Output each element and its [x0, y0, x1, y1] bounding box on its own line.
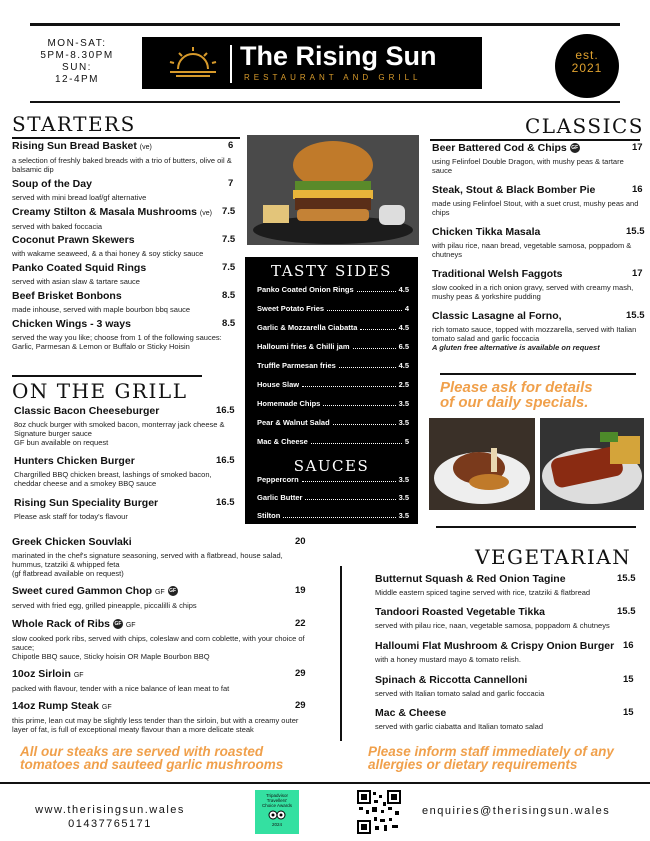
item-price: 17: [632, 142, 643, 153]
est-year: 2021: [571, 61, 603, 75]
item-price: 29: [295, 700, 306, 711]
badge-year: 2024: [271, 822, 282, 827]
gf-tag: GF: [101, 704, 112, 711]
item-name: Halloumi Flat Mushroom & Crispy Onion Burger: [375, 640, 615, 652]
sides-panel: [245, 257, 418, 524]
side-item: [257, 399, 409, 408]
item-desc-note: GF bun available on request: [14, 438, 109, 447]
item-price: 6: [228, 140, 234, 151]
phone-number[interactable]: 01437765171: [68, 818, 152, 830]
steak-note-line: All our steaks are served with roasted: [20, 744, 264, 759]
item-desc: Chargrilled BBQ chicken breast, lashings of smoked bacon, cheddar cheese and a smokey BBQ sauce: [14, 470, 212, 488]
item-desc: served with baked foccacia: [12, 222, 103, 231]
menu-item: [375, 707, 637, 731]
menu-item: [12, 178, 242, 202]
item-desc: Please ask staff for today's flavour: [14, 512, 128, 521]
menu-item: [375, 674, 637, 698]
gf-tag: GF: [154, 589, 165, 596]
hours-line: 12-4PM: [54, 74, 99, 85]
steak-note-line: tomatoes and sauteed garlic mushrooms: [20, 757, 284, 772]
item-name: Sweet cured Gammon Chop: [12, 585, 153, 597]
side-name: Homemade Chips: [257, 399, 321, 408]
email-link[interactable]: enquiries@therisingsun.wales: [422, 805, 611, 817]
grill-title: ON THE GRILL: [12, 379, 188, 403]
side-item: [257, 380, 409, 389]
leader-dots: [311, 437, 402, 444]
item-name: Whole Rack of Ribs: [12, 618, 111, 630]
item-price: 19: [295, 585, 306, 596]
starters-rule: [12, 137, 240, 139]
menu-item: [12, 618, 312, 661]
menu-item: [432, 184, 642, 217]
logo-subtitle: RESTAURANT AND GRILL: [244, 73, 422, 82]
sides-title: TASTY SIDES: [271, 262, 392, 280]
menu-item: [12, 206, 242, 231]
badge-line: Choice Awards: [262, 803, 292, 808]
item-desc: served with garlic ciabatta and Italian tomato salad: [375, 722, 544, 731]
item-price: 29: [295, 668, 306, 679]
item-price: 7.5: [222, 262, 236, 273]
sauce-item: [257, 493, 409, 502]
header-rule: [30, 101, 620, 103]
menu-item: [12, 668, 312, 693]
menu-item: [12, 140, 242, 174]
item-name: Chicken Tikka Masala: [432, 226, 541, 238]
menu-item: [432, 310, 645, 352]
item-name: Classic Lasagne al Forno,: [432, 310, 562, 322]
item-price: 15.5: [617, 606, 636, 617]
footer-contact: [25, 803, 195, 831]
leader-dots: [360, 323, 395, 330]
item-name: Panko Coated Squid Rings: [12, 262, 147, 274]
item-name: Soup of the Day: [12, 178, 92, 190]
side-name: House Slaw: [257, 380, 300, 389]
vegan-mark: (ve): [139, 144, 152, 151]
item-desc: rich tomato sauce, topped with mozzarella, served with Italian tomato salad and garlic foccacia: [432, 325, 637, 343]
est-badge: [555, 34, 619, 98]
menu-item: [12, 585, 312, 610]
item-desc: using Felinfoel Double Dragon, with mushy peas & tartare sauce: [432, 157, 624, 175]
item-desc: slow cooked pork ribs, served with chips, coleslaw and corn coblette, with your choice of sauce;: [12, 634, 305, 652]
side-price: 4: [404, 304, 409, 313]
item-desc: served with mini bread loaf/gf alternative: [12, 193, 147, 202]
ribs-image: [540, 418, 644, 510]
menu-item: [14, 497, 236, 521]
item-desc: Middle eastern spiced tagine served with rice, tzatziki & flatbread: [375, 588, 591, 597]
side-price: 5: [404, 437, 409, 446]
menu-item: [432, 268, 642, 301]
side-name: Truffle Parmesan fries: [257, 361, 336, 370]
vegetarian-title: VEGETARIAN: [475, 545, 632, 569]
item-desc: served with pilau rice, naan, vegetable samosa, poppadom & chutneys: [375, 621, 610, 630]
sauce-name: Garlic Butter: [257, 493, 303, 502]
specials-note-line: Please ask for details: [440, 379, 593, 396]
item-name: Rising Sun Speciality Burger: [14, 497, 159, 509]
item-price: 8.5: [222, 290, 236, 301]
item-name: Mac & Cheese: [375, 707, 447, 719]
side-name: Garlic & Mozzarella Ciabatta: [257, 323, 358, 332]
leader-dots: [323, 399, 395, 406]
logo-name: The Rising Sun: [240, 41, 437, 71]
side-price: 4.5: [398, 361, 409, 370]
badge-line: Travellers': [266, 798, 288, 803]
item-desc-note: (gf flatbread available on request): [12, 569, 124, 578]
logo-divider: [230, 45, 232, 83]
item-name: Rising Sun Bread Basket: [12, 140, 137, 152]
gf-circle-icon: GF: [571, 145, 579, 152]
sauce-price: 3.5: [398, 475, 409, 484]
item-price: 15.5: [617, 573, 636, 584]
gf-circle-icon: GF: [169, 588, 177, 595]
qr-code[interactable]: [357, 790, 401, 834]
sauce-price: 3.5: [398, 511, 409, 520]
website-link[interactable]: www.therisingsun.wales: [35, 804, 185, 816]
item-name: 10oz Sirloin: [12, 668, 71, 680]
est-label: est.: [575, 48, 599, 62]
item-desc: served with asian slaw & tartare sauce: [12, 277, 140, 286]
item-desc: served with Italian tomato salad and garlic foccacia: [375, 689, 545, 698]
item-name: Classic Bacon Cheeseburger: [14, 405, 160, 417]
menu-item: [12, 262, 242, 286]
item-name: Traditional Welsh Faggots: [432, 268, 563, 280]
item-desc: with a honey mustard mayo & tomato relish.: [375, 655, 521, 664]
lamb-image: [429, 418, 535, 510]
item-desc: packed with flavour, tender with a nice balance of lean meat to fat: [12, 684, 230, 693]
menu-item: [14, 455, 236, 488]
item-price: 15.5: [626, 310, 645, 321]
opening-hours: [22, 38, 132, 86]
item-desc: served the way you like; choose from 1 of the following sauces: Garlic, Parmesan & Lemon or Buffalo or Sticky Hoisin: [12, 333, 222, 351]
specials-rule: [440, 373, 636, 375]
owl-icon: [268, 809, 286, 821]
item-price: 22: [295, 618, 306, 629]
item-price: 15: [623, 707, 634, 718]
side-item: [257, 304, 409, 313]
item-name: Creamy Stilton & Masala Mushrooms: [12, 206, 197, 218]
item-desc-note: Chipotle BBQ sauce, Sticky hoisin OR Maple Bourbon BBQ: [12, 652, 210, 661]
item-name: 14oz Rump Steak: [12, 700, 99, 712]
leader-dots: [302, 475, 396, 482]
item-name: Tandoori Roasted Vegetable Tikka: [375, 606, 545, 618]
leader-dots: [305, 493, 395, 500]
allergy-note: [368, 745, 614, 771]
sunrise-icon: [168, 47, 218, 79]
side-item: [257, 418, 409, 427]
sauce-item: [257, 511, 409, 520]
item-name: Chicken Wings - 3 ways: [12, 318, 131, 330]
specials-note-line: of our daily specials.: [440, 394, 589, 411]
sauce-price: 3.5: [398, 493, 409, 502]
item-price: 17: [632, 268, 643, 279]
menu-item: [12, 318, 242, 351]
leader-dots: [333, 418, 396, 425]
item-desc: made using Felinfoel Stout, with a suet crust, mushy peas and chips: [432, 199, 639, 217]
item-name: Steak, Stout & Black Bomber Pie: [432, 184, 596, 196]
menu-item: [432, 226, 645, 259]
item-desc: slow cooked in a rich onion gravy, served with creamy mash, mushy peas & yorkshire pudding: [432, 283, 634, 301]
steak-note: [20, 745, 283, 771]
item-price: 16: [623, 640, 634, 651]
item-name: Spinach & Riccotta Cannelloni: [375, 674, 528, 686]
side-name: Mac & Cheese: [257, 437, 308, 446]
hours-line: 5PM-8.30PM: [40, 50, 114, 61]
item-name: Butternut Squash & Red Onion Tagine: [375, 573, 566, 585]
item-desc: a selection of freshly baked breads with a trio of butters, olive oil & balsamic dip: [12, 156, 232, 174]
menu-item: [432, 142, 642, 175]
hours-line: SUN:: [62, 62, 92, 73]
item-price: 20: [295, 536, 306, 547]
side-item: [257, 342, 409, 351]
menu-item: [12, 290, 242, 314]
leader-dots: [357, 285, 396, 292]
leader-dots: [302, 380, 395, 387]
side-name: Sweet Potato Fries: [257, 304, 325, 313]
menu-item: [375, 573, 637, 597]
qr-code-icon: [357, 790, 401, 834]
item-desc: 8oz chuck burger with smoked bacon, monterray jack cheese & Signature burger sauce: [14, 420, 225, 438]
gf-tag: GF: [73, 672, 84, 679]
item-desc: made inhouse, served with maple bourbon bbq sauce: [12, 305, 191, 314]
leader-dots: [339, 361, 396, 368]
sauce-name: Stilton: [257, 511, 281, 520]
tripadvisor-badge: [255, 790, 299, 834]
burger-photo: [247, 135, 419, 245]
ribs-photo: [540, 418, 644, 510]
classics-title: CLASSICS: [525, 114, 644, 138]
classics-rule: [430, 139, 640, 141]
item-price: 16.5: [216, 405, 235, 416]
item-price: 15: [623, 674, 634, 685]
restaurant-logo: [142, 37, 482, 89]
side-name: Panko Coated Onion Rings: [257, 285, 354, 294]
side-item: [257, 323, 409, 332]
sauce-name: Peppercorn: [257, 475, 299, 484]
photos-rule: [436, 526, 636, 528]
menu-item: [375, 606, 637, 630]
gf-circle-icon: GF: [114, 621, 122, 628]
side-price: 2.5: [398, 380, 409, 389]
lamb-photo: [429, 418, 535, 510]
item-price: 15.5: [626, 226, 645, 237]
side-price: 6.5: [398, 342, 409, 351]
gf-tag: GF: [125, 622, 136, 629]
hours-line: MON-SAT:: [47, 38, 107, 49]
item-price: 8.5: [222, 318, 236, 329]
top-rule: [30, 23, 620, 26]
vegan-mark: (ve): [199, 210, 212, 217]
side-price: 3.5: [398, 399, 409, 408]
side-name: Halloumi fries & Chilli jam: [257, 342, 350, 351]
item-name: Hunters Chicken Burger: [14, 455, 135, 467]
side-item: [257, 285, 409, 294]
leader-dots: [283, 511, 395, 518]
menu-item: [375, 640, 637, 664]
side-name: Pear & Walnut Salad: [257, 418, 330, 427]
burger-image: [247, 135, 419, 245]
leader-dots: [327, 304, 402, 311]
item-desc: served with fried egg, grilled pineapple, piccalilli & chips: [12, 601, 197, 610]
item-desc: marinated in the chef's signature seasoning, served with a flatbread, house salad, hummus, tzatziki & whipped feta: [12, 551, 283, 569]
allergy-note-line: allergies or dietary requirements: [368, 757, 578, 772]
item-price: 16: [632, 184, 643, 195]
starters-title: STARTERS: [12, 112, 136, 136]
menu-item: [12, 536, 312, 578]
menu-item: [12, 234, 242, 258]
item-desc: with pilau rice, naan bread, vegetable samosa, poppadom & chutneys: [432, 241, 632, 259]
item-desc: this prime, lean cut may be slightly less tender than the sirloin, but with a creamy outer layer of fat, is full of exceptional meaty flavour than a more delicate steak: [12, 716, 299, 734]
side-price: 3.5: [398, 418, 409, 427]
menu-item: [14, 405, 236, 447]
item-name: Beef Brisket Bonbons: [12, 290, 122, 302]
item-name: Beer Battered Cod & Chips: [432, 142, 567, 154]
specials-note: [440, 380, 593, 410]
gf-note: A gluten free alternative is available on request: [432, 343, 600, 352]
footer-rule: [0, 782, 650, 784]
veg-divider: [340, 566, 342, 741]
item-price: 16.5: [216, 455, 235, 466]
item-name: Coconut Prawn Skewers: [12, 234, 135, 246]
leader-dots: [353, 342, 396, 349]
grill-rule-top: [12, 375, 202, 377]
item-price: 7.5: [222, 206, 236, 217]
item-price: 7.5: [222, 234, 236, 245]
sauces-title: SAUCES: [293, 457, 370, 475]
side-price: 4.5: [398, 285, 409, 294]
side-item: [257, 361, 409, 370]
menu-item: [12, 700, 312, 734]
item-price: 7: [228, 178, 234, 189]
sauce-item: [257, 475, 409, 484]
item-name: Greek Chicken Souvlaki: [12, 536, 132, 548]
side-price: 4.5: [398, 323, 409, 332]
item-desc: with wakame seaweed, & a thai honey & soy sticky sauce: [12, 249, 204, 258]
badge-line: Tripadvisor: [265, 793, 289, 798]
side-item: [257, 437, 409, 446]
allergy-note-line: Please inform staff immediately of any: [368, 744, 614, 759]
item-price: 16.5: [216, 497, 235, 508]
